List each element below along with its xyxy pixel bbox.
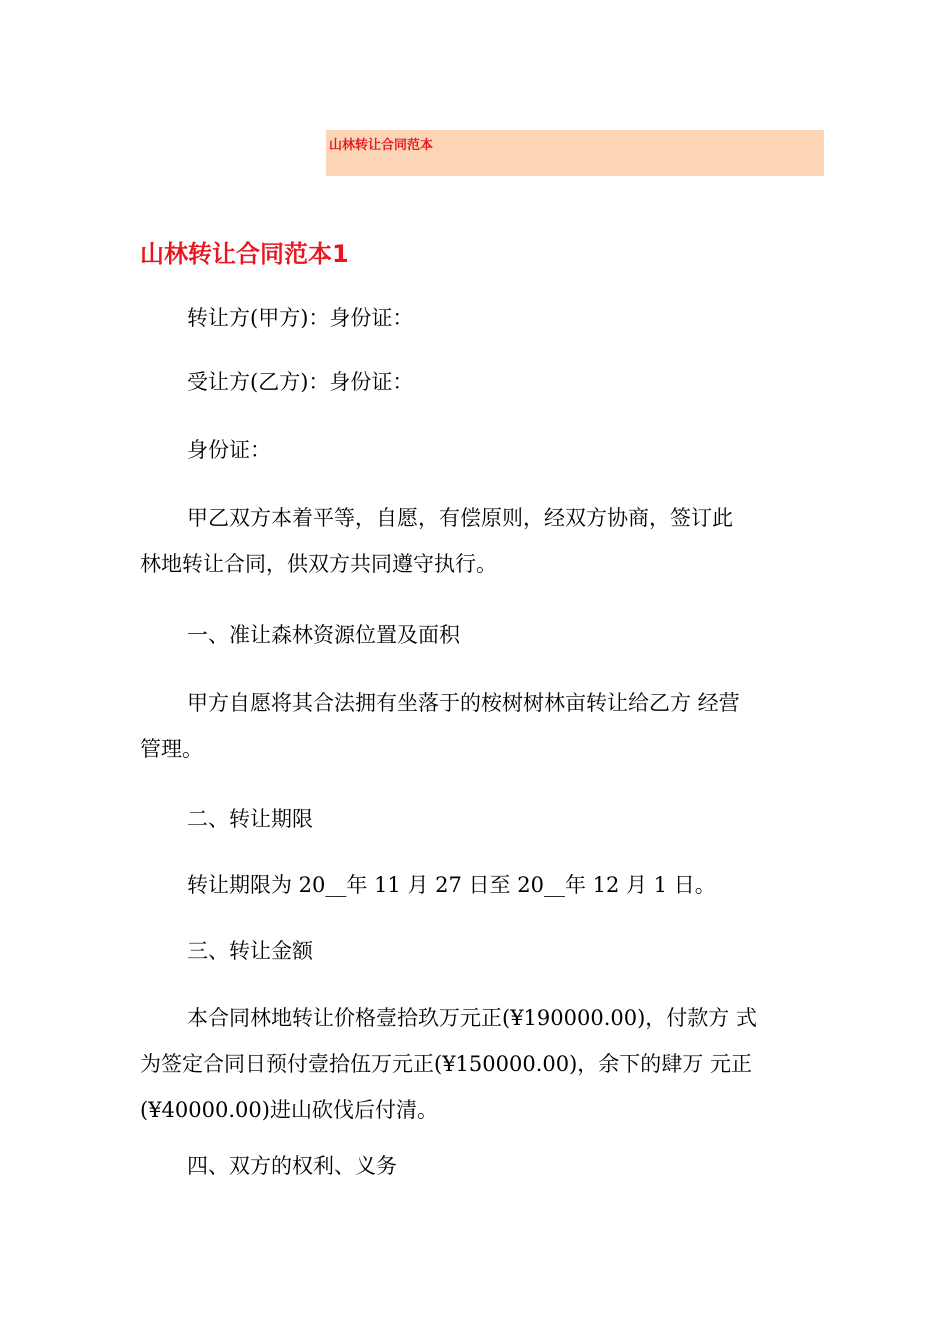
paragraph-line: 二、转让期限 xyxy=(187,807,313,831)
paragraph-section-2 xyxy=(140,862,830,908)
paragraph-line: 本合同林地转让价格壹拾玖万元正(¥190000.00)，付款方 式 xyxy=(187,1006,757,1030)
header-banner xyxy=(326,130,824,176)
paragraph-line: 管理。 xyxy=(140,737,203,761)
document-title: 山林转让合同范本1 xyxy=(140,240,349,268)
paragraph-line: 林地转让合同，供双方共同遵守执行。 xyxy=(140,552,497,576)
paragraph-section-1 xyxy=(140,680,830,772)
section-heading-1 xyxy=(140,612,830,658)
paragraph-line: 身份证： xyxy=(187,438,271,462)
paragraph-line: 一、准让森林资源位置及面积 xyxy=(187,623,460,647)
paragraph-line: 受让方(乙方)：身份证： xyxy=(187,370,414,394)
header-banner-text: 山林转让合同范本 xyxy=(329,138,434,153)
paragraph-line: 为签定合同日预付壹拾伍万元正(¥150000.00)，余下的肆万 元正 xyxy=(140,1052,752,1076)
paragraph-line: 转让期限为 20__年 11 月 27 日至 20__年 12 月 1 日。 xyxy=(187,873,716,897)
paragraph-line: 三、转让金额 xyxy=(187,939,313,963)
paragraph-intro xyxy=(140,495,830,587)
paragraph-id-card xyxy=(140,427,830,473)
paragraph-section-3 xyxy=(140,995,830,1133)
paragraph-line: 四、双方的权利、义务 xyxy=(187,1154,397,1178)
paragraph-line: 甲方自愿将其合法拥有坐落于的桉树树林亩转让给乙方 经营 xyxy=(187,691,740,715)
paragraph-line: (¥40000.00)进山砍伐后付清。 xyxy=(140,1098,438,1122)
section-heading-2 xyxy=(140,796,830,842)
paragraph-line: 甲乙双方本着平等，自愿，有偿原则，经双方协商，签订此 xyxy=(187,506,733,530)
paragraph-transferor xyxy=(140,295,830,341)
paragraph-line: 转让方(甲方)：身份证： xyxy=(187,306,414,330)
section-heading-3 xyxy=(140,928,830,974)
paragraph-transferee xyxy=(140,359,830,405)
section-heading-4 xyxy=(140,1143,830,1189)
